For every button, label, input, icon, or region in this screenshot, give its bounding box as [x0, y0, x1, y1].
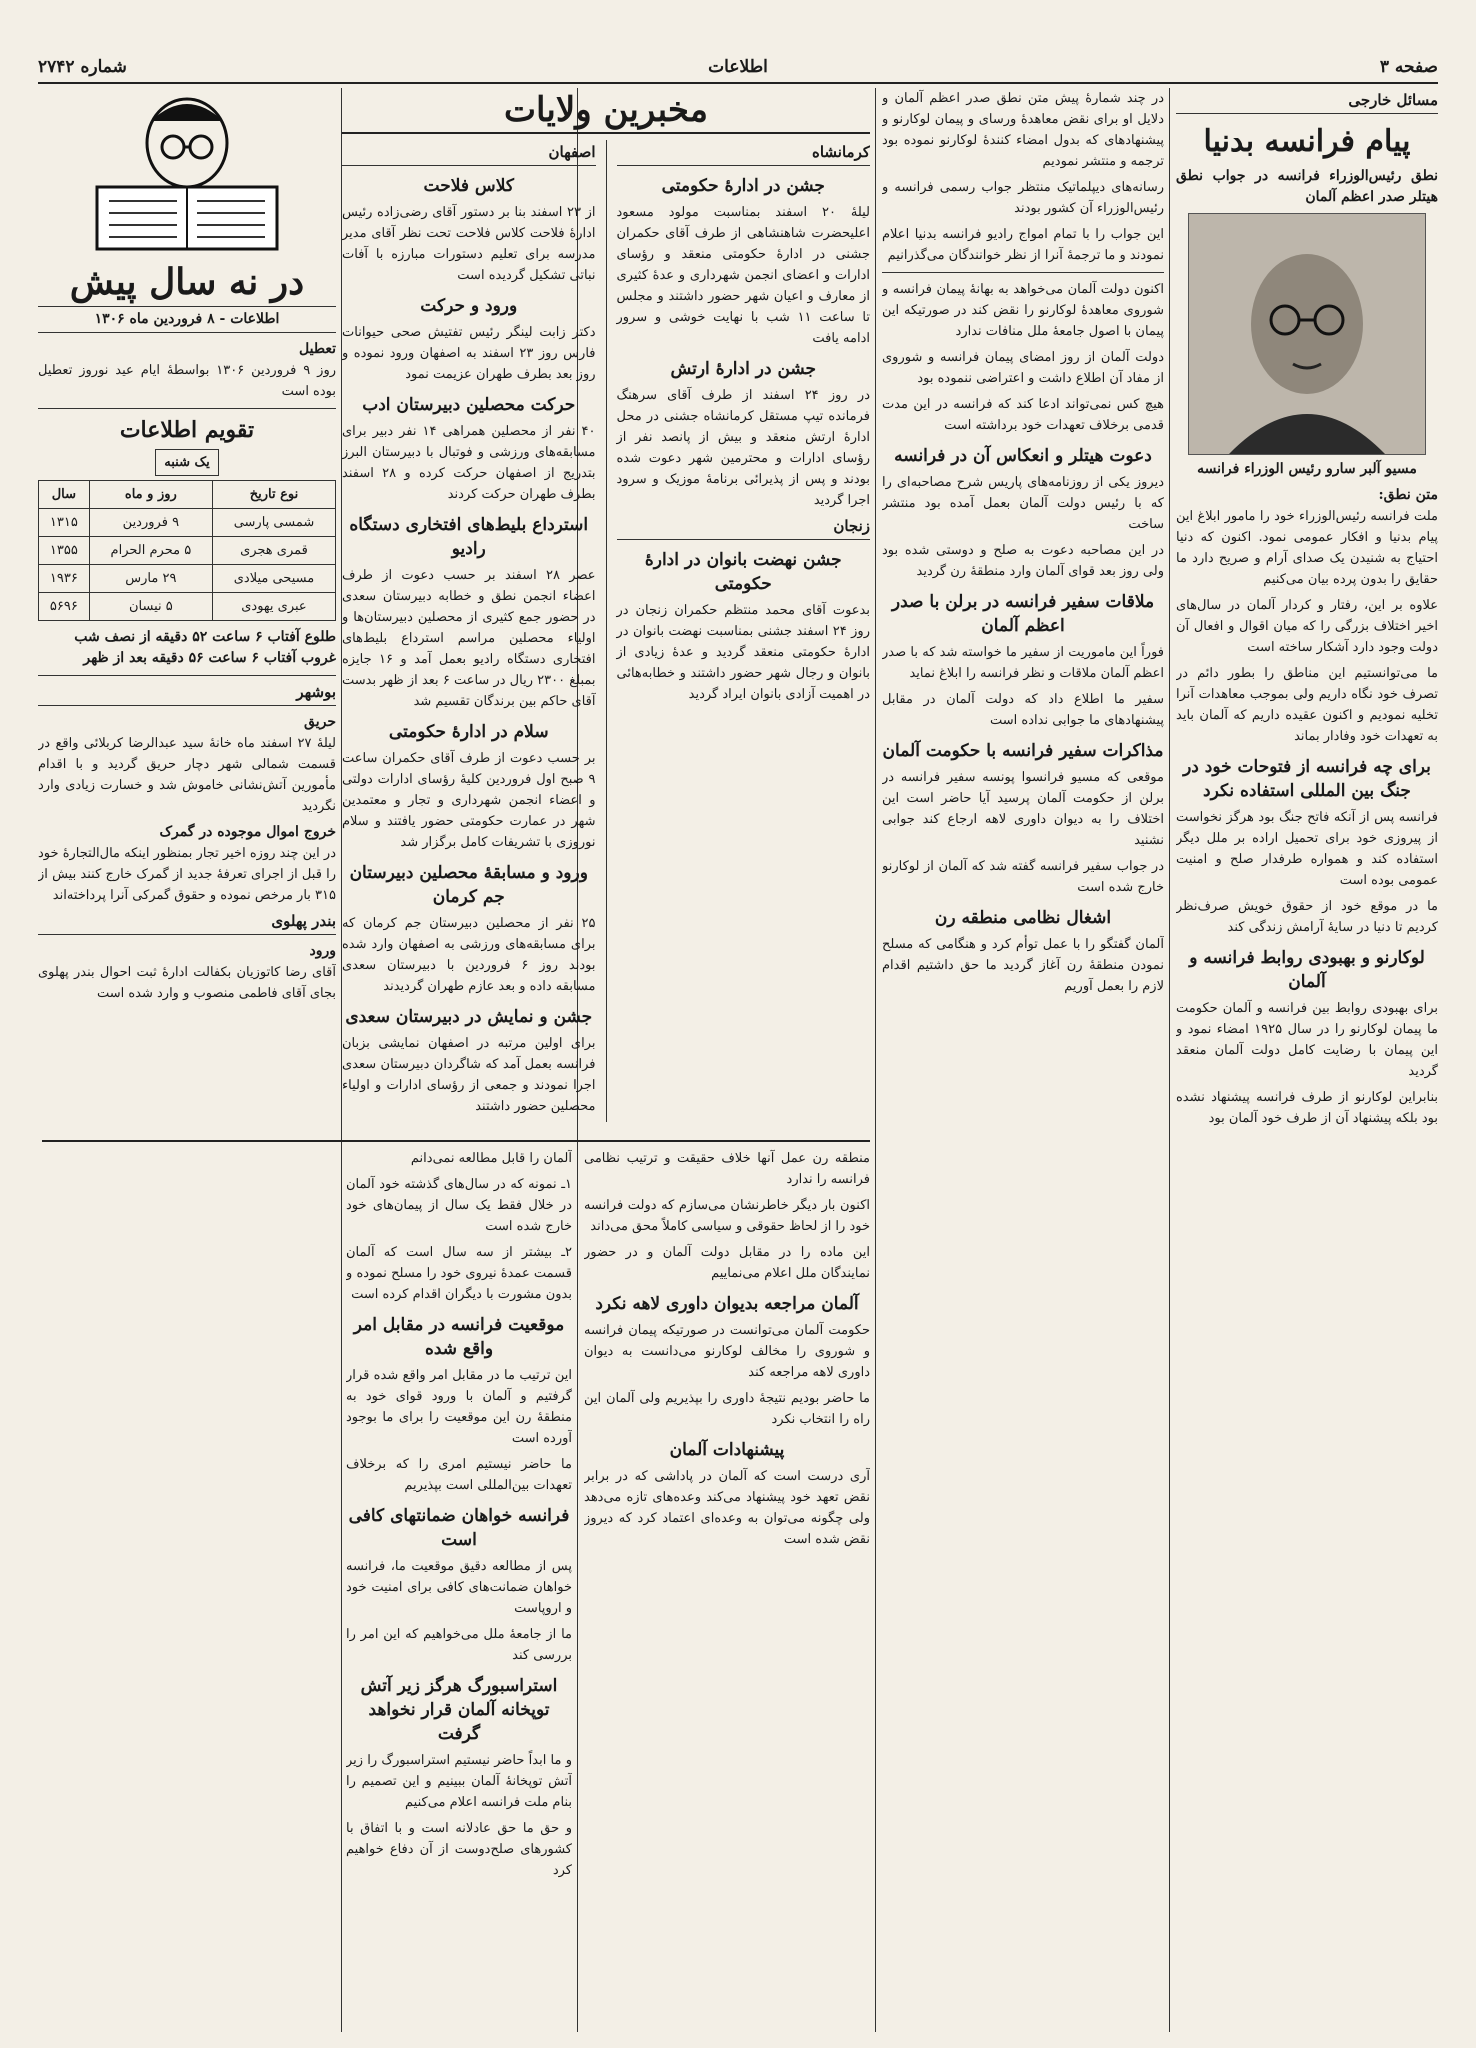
news-title: استرداع بلیط‌های افتخاری دستگاه رادیو [349, 515, 589, 559]
sub-headline: استراسبورگ هرگز زیر آتش توپخانه آلمان قرار نخواهد گرفت [360, 1676, 558, 1744]
sub-headline: موقعیت فرانسه در مقابل امر واقع شده [353, 1315, 565, 1359]
main-subhead: نطق رئیس‌الوزراء فرانسه در جواب نطق هیتلر صدر اعظم آلمان [1176, 168, 1438, 205]
body-paragraph: ما می‌توانستیم این مناطق را بطور دائم در تصرف خود نگاه داریم ولی بموجب معاهدات آنرا تخلیه نمودیم و اکنون عقیده داریم که آلمان باید به تعهدات خود وفادار بماند [1176, 666, 1438, 744]
news-text: برای اولین مرتبه در اصفهان نمایشی بزبان فرانسه بعمل آمد که شاگردان دبیرستان سعدی اجرا نمودند و جمعی از رؤسای ادارات و اولیاء محصلین حضور داشتند [342, 1036, 596, 1114]
portrait-caption: مسیو آلبر سارو رئیس الوزراء فرانسه [1197, 461, 1417, 477]
column-header: نوع تاریخ [212, 481, 335, 509]
body-paragraph: ما در موقع خود از حقوق خویش صرف‌نظر کردیم تا دنیا در سایهٔ آرامش زندگی کند [1176, 899, 1438, 935]
news-title: خروج اموال موجوده در گمرک [159, 824, 336, 840]
body-paragraph: ۲ـ بیشتر از سه سال است که آلمان قسمت عمدهٔ نیروی خود را مسلح نموده و بدون مشورت با دیگران اقدام کرده است [346, 1245, 572, 1302]
speech-continuation-b [584, 1148, 870, 2032]
sub-headline: دعوت هیتلر و انعکاس آن در فرانسه [894, 446, 1152, 466]
body-paragraph: آلمان را قابل مطالعه نمی‌دانم [410, 1151, 572, 1166]
sub-headline: لوکارنو و بهبودی روابط فرانسه و آلمان [1189, 948, 1425, 992]
body-paragraph: اکنون دولت آلمان می‌خواهد به بهانهٔ پیمان فرانسه و شوروی معاهدهٔ لوکارنو را نقض کند در صورتیکه این پیمان با اصول جامعهٔ ملل منافات ندارد [882, 282, 1164, 339]
history-column [38, 88, 336, 1132]
section-label: مسائل خارجی [1176, 90, 1438, 114]
table-cell: ۵ محرم الحرام [89, 537, 212, 565]
sub-headline: ملاقات سفیر فرانسه در برلن با صدر اعظم آلمان [891, 592, 1155, 636]
newspaper-reader-icon [77, 91, 297, 256]
provinces-masthead: مخبرین ولایات [342, 88, 870, 134]
table-row [39, 509, 336, 537]
news-text: در این چند روزه اخیر تجار بمنظور اینکه مال‌التجارهٔ خود را قبل از اجرای تعرفهٔ جدید از گمرک خارج کنند بیش از ۳۱۵ بار مرخص نموده و حقوق گمرکی آنرا پرداخته‌اند [38, 846, 336, 903]
body-paragraph: بنابراین لوکارنو از طرف فرانسه پیشنهاد نشده بود بلکه پیشنهاد آن از طرف خود آلمان بود [1176, 1090, 1438, 1126]
sub-headline: آلمان مراجعه بدیوان داوری لاهه نکرد [595, 1294, 859, 1314]
provinces-section [342, 88, 870, 1132]
intro-point: این جواب را با تمام امواج رادیو فرانسه بدنیا اعلام نمودند و ما ترجمهٔ آنرا از نظر خوانندگان می‌گذرانیم [882, 227, 1164, 263]
news-title: حرکت محصلین دبیرستان ادب [362, 395, 576, 415]
column-rule [1169, 88, 1170, 2032]
table-cell: ۱۳۱۵ [39, 509, 90, 537]
news-title: سلام در ادارهٔ حکومتی [388, 722, 549, 742]
news-title: جشن در ادارهٔ ارتش [670, 359, 817, 379]
sub-headline: پیشنهادات آلمان [669, 1440, 785, 1460]
closure-title: تعطیل [299, 341, 336, 357]
table-row [39, 565, 336, 593]
table-cell: ۵ نیسان [89, 593, 212, 621]
table-cell: ۱۳۵۵ [39, 537, 90, 565]
body-paragraph: منطقه رن عمل آنها خلاف حقیقت و ترتیب نظامی فرانسه را ندارد [584, 1151, 870, 1187]
body-paragraph: موقعی که مسیو فرانسوا پونسه سفیر فرانسه در برلن از حکومت آلمان پرسید آیا حاضر است این اختلاف را به دیوان داوری لاهه ارجاع کند جوابی نشنید [882, 770, 1164, 848]
body-paragraph: برای بهبودی روابط بین فرانسه و آلمان حکومت ما پیمان لوکارنو را در سال ۱۹۲۵ امضاء نمود و این پیمان با رضایت کامل دولت آلمان منعقد گردید [1176, 1001, 1438, 1079]
provinces-right-subcolumn [617, 140, 871, 1122]
city-heading: اصفهان [342, 142, 596, 166]
foreign-affairs-column [1176, 88, 1438, 2032]
table-cell: شمسی پارسی [212, 509, 335, 537]
body-paragraph: ما حاضر بودیم نتیجهٔ داوری را بپذیریم ولی آلمان این راه را انتخاب نکرد [584, 1391, 870, 1427]
speech-text-heading: متن نطق: [1378, 487, 1438, 503]
paper-name: اطلاعات [708, 57, 768, 77]
table-cell: قمری هجری [212, 537, 335, 565]
body-paragraph: دولت آلمان از روز امضای پیمان فرانسه و شوروی از مفاد آن اطلاع داشت و اعتراضی ننموده بود [882, 350, 1164, 386]
body-paragraph: ما از جامعهٔ ملل می‌خواهیم که این امر را بررسی کند [346, 1627, 572, 1663]
body-paragraph: و حق ما حق عادلانه است و با اتفاق با کشورهای صلح‌دوست از آن دفاع خواهیم کرد [346, 1821, 572, 1878]
body-paragraph: فوراً این ماموریت از سفیر ما خواسته شد که با صدر اعظم آلمان ملاقات و نظر فرانسه را ابلاغ نماید [882, 645, 1164, 681]
calendar-table [38, 480, 336, 621]
newspaper-page [38, 52, 1438, 2032]
table-cell: ۱۹۳۶ [39, 565, 90, 593]
history-masthead: در نه سال پیش [69, 261, 305, 303]
news-title: جشن نهضت بانوان در ادارهٔ حکومتی [644, 550, 842, 594]
body-paragraph: این ترتیب ما در مقابل امر واقع شده قرار گرفتیم و آلمان با ورود قوای خود به منطقهٔ رن این موقعیت را برای ما بوجود آورده است [346, 1368, 572, 1446]
table-row [39, 593, 336, 621]
body-paragraph: آری درست است که آلمان در پاداشی که در برابر نقض تعهد خود پیشنهاد می‌کند وعده‌های تازه می‌دهد ولی چگونه می‌توان به وعده‌ای اعتماد کرد که دیروز نقض شده است [584, 1469, 870, 1547]
table-cell: ۹ فروردین [89, 509, 212, 537]
body-paragraph: دیروز یکی از روزنامه‌های پاریس شرح مصاحبه‌ای را که با رئیس دولت آلمان بعمل آمده بود منتشر ساخت [882, 475, 1164, 532]
table-cell: ۲۹ مارس [89, 565, 212, 593]
sub-headline: فرانسه خواهان ضمانتهای کافی است [348, 1506, 570, 1550]
reader-illustration [38, 88, 336, 258]
news-title: کلاس فلاحت [423, 176, 514, 196]
weekday-label: یک شنبه [155, 449, 219, 476]
main-headline: پیام فرانسه بدنیا [1203, 124, 1411, 159]
body-paragraph: در جواب سفیر فرانسه گفته شد که آلمان از لوکارنو خارج شده است [882, 859, 1164, 895]
provinces-left-subcolumn [342, 140, 596, 1122]
news-text: لیلهٔ ۲۷ اسفند ماه خانهٔ سید عبدالرضا کربلائی واقع در قسمت شمالی شهر دچار حریق گردید و با اقدام مأمورین آتش‌نشانی خاموش شد و خسارت زیادی وارد نگردید [38, 736, 336, 814]
city-heading: کرمانشاه [617, 142, 871, 166]
body-paragraph: در این مصاحبه دعوت به صلح و دوستی شده بود ولی روز بعد قوای آلمان وارد منطقهٔ رن گردید [882, 543, 1164, 579]
sub-headline: برای چه فرانسه از فتوحات خود در جنگ بین المللی استفاده نکرد [1183, 757, 1431, 801]
news-text: از ۲۳ اسفند بنا بر دستور آقای رضی‌زاده رئیس ادارهٔ فلاحت کلاس فلاحت تحت نظر آقای مدیر مدرسه برای تعلیم دستورات مبارزه با آفات نباتی تشکیل گردیده است [342, 205, 596, 283]
news-text: آقای رضا کاتوزیان بکفالت ادارهٔ ثبت احوال بندر پهلوی بجای آقای فاطمی منصوب و وارد شده است [38, 965, 336, 1001]
news-text: بدعوت آقای محمد منتظم حکمران زنجان در روز ۲۴ اسفند جشنی بمناسبت نهضت بانوان در ادارهٔ حکومتی منعقد گردید و عدهٔ زیادی از بانوان و رجال شهر حضور داشتند و خطابه‌هائی در اهمیت آزادی بانوان ایراد گردید [616, 603, 870, 702]
body-paragraph: آلمان گفتگو را با عمل توأم کرد و هنگامی که مسلح نمودن منطقهٔ رن آغاز گردید ما حق داشتیم اقدام لازم را بعمل آوریم [882, 937, 1164, 994]
body-paragraph: ۱ـ نمونه که در سال‌های گذشته خود آلمان در خلال فقط یک سال از پیمان‌های خود خارج شده است [346, 1177, 572, 1234]
closure-text: روز ۹ فروردین ۱۳۰۶ بواسطهٔ ایام عید نوروز تعطیل بوده است [38, 363, 336, 399]
news-title: ورود [309, 943, 336, 959]
table-row [39, 537, 336, 565]
city-heading: بندر پهلوی [38, 911, 336, 935]
city-heading: زنجان [617, 516, 871, 540]
news-text: ۴۰ نفر از محصلین همراهی ۱۴ نفر دبیر برای مسابقه‌های ورزشی و فوتبال با دبیرستان البرز بتدریج از اصفهان حرکت کرده و ۲۸ اسفند بطرف طهران حرکت کردند [342, 424, 596, 502]
news-text: لیلهٔ ۲۰ اسفند بمناسبت مولود مسعود اعلیحضرت شاهنشاهی از طرف آقای حکمران جشنی در ادارهٔ حکومتی منعقد و رؤسای ادارات و اعضای انجمن شهرداری و عدهٔ کثیری از معارف و اعیان شهر حضور داشتند و مجلس تا ساعت ۱۱ شب با نهایت خوشی و سرور ادامه یافت [616, 205, 870, 346]
news-title: ورود و مسابقهٔ محصلین دبیرستان جم کرمان [349, 863, 588, 907]
sub-headline: مذاکرات سفیر فرانسه با حکومت آلمان [882, 741, 1164, 761]
page-header [38, 52, 1438, 84]
sub-headline: اشغال نظامی منطقه رن [934, 908, 1112, 928]
history-date: اطلاعات - ۸ فروردین ماه ۱۳۰۶ [38, 306, 336, 333]
section-divider [42, 1140, 870, 1142]
sunrise-time: طلوع آفتاب ۶ ساعت ۵۲ دقیقه از نصف شب [74, 629, 336, 645]
calendar-title: تقویم اطلاعات [119, 417, 255, 443]
speech-continuation-c [346, 1148, 572, 2032]
news-text: بر حسب دعوت از طرف آقای حکمران ساعت ۹ صبح اول فروردین کلیهٔ رؤسای ادارات دولتی و اعضاء انجمن شهرداری و تجار و معتمدین شهر در عمارت حکومتی حضور یافتند و سلام نوروزی با تشریفات کامل برگزار شد [342, 751, 596, 850]
intro-point: رسانه‌های دیپلماتیک منتظر جواب رسمی فرانسه و رئیس‌الوزراء آن کشور بودند [882, 180, 1164, 216]
news-title: جشن در ادارهٔ حکومتی [661, 176, 825, 196]
news-title: حریق [304, 714, 336, 730]
body-paragraph: فرانسه پس از آنکه فاتح جنگ بود هرگز نخواست از پیروزی خود برای تحمیل اراده بر ملل دیگر استفاده کند و همواره طرفدار صلح و امنیت عمومی بوده است [1176, 810, 1438, 888]
body-paragraph: و ما ابداً حاضر نیستیم استراسبورگ را زیر آتش توپخانهٔ آلمان ببینیم و این تصمیم را بنام ملت فرانسه اعلام می‌کنیم [346, 1753, 572, 1810]
intro-point: در چند شمارهٔ پیش متن نطق صدر اعظم آلمان و دلایل او برای نقض معاهدهٔ ورسای و پیمان لوکارنو و پیشنهادهای که بدول امضاء کنندهٔ لوکارنو نموده بود ترجمه و منتشر نمودیم [882, 91, 1164, 169]
news-text: عصر ۲۸ اسفند بر حسب دعوت از طرف اعضاء انجمن نطق و خطابه دبیرستان سعدی در حضور جمع کثیری از محصلین دبیرستان‌ها و اولیاء محصلین مراسم استرداع بلیط‌های افتخاری دستگاه رادیو بعمل آمد و ۱۶ جایزه بمبلغ ۲۳۰۰ ریال در ساعت ۶ بعد از ظهر بدست آقای حاکم بین برندگان تقسیم شد [342, 568, 596, 709]
page-number: صفحه ۳ [1379, 57, 1438, 77]
sunset-time: غروب آفتاب ۶ ساعت ۵۶ دقیقه بعد از ظهر [83, 650, 336, 666]
news-text: دکتر زابت لینگر رئیس تفتیش صحی حیوانات فارس روز ۲۳ اسفند به اصفهان ورود نموده و روز بعد بطرف طهران عزیمت نمود [342, 325, 596, 382]
news-title: جشن و نمایش در دبیرستان سعدی [345, 1007, 593, 1027]
column-header: سال [39, 481, 90, 509]
body-paragraph: ما حاضر نیستیم امری را که برخلاف تعهدات بین‌المللی است بپذیریم [346, 1457, 572, 1493]
body-paragraph: علاوه بر این، رفتار و کردار آلمان در سال‌های اخیر اختلاف بزرگی را که میان اقوال و افعال آن دولت وجود دارد آشکار ساخته است [1176, 598, 1438, 655]
table-cell: ۵۶۹۶ [39, 593, 90, 621]
body-paragraph: ملت فرانسه رئیس‌الوزراء خود را مامور ابلاغ این پیام بدنیا و افکار عمومی نمود. اکنون که دنیا احتیاج به شنیدن یک صدای آرام و صریح دارد ما حقایق را بدون پرده بیان می‌کنیم [1176, 509, 1438, 587]
body-paragraph: هیچ کس نمی‌تواند ادعا کند که فرانسه در این مدت قدمی برخلاف تعهدات خود برداشته است [882, 397, 1164, 433]
body-paragraph: حکومت آلمان می‌توانست در صورتیکه پیمان فرانسه و شوروی را مخالف لوکارنو می‌دانست به دیوان داوری لاهه مراجعه کند [584, 1323, 870, 1380]
news-title: ورود و حرکت [420, 296, 518, 316]
foreign-affairs-continued [882, 88, 1164, 2032]
body-paragraph: سفیر ما اطلاع داد که دولت آلمان در مقابل پیشنهادهای ما جوابی نداده است [882, 692, 1164, 728]
portrait-photo [1188, 213, 1426, 455]
table-header-row [39, 481, 336, 509]
portrait-illustration [1189, 214, 1425, 454]
table-cell: عبری یهودی [212, 593, 335, 621]
news-text: در روز ۲۴ اسفند از طرف آقای سرهنگ فرمانده تیپ مستقل کرمانشاه جشنی در محل ادارهٔ ارتش منعقد و بیش از پانصد نفر از رؤسای ادارات و محترمین شهر دعوت شده بودند و پس از پذیرائی برنامهٔ موزیک و سرود اجرا گردید [616, 388, 870, 508]
city-heading: بوشهر [38, 682, 336, 706]
column-rule [875, 88, 876, 2032]
body-paragraph: پس از مطالعه دقیق موقعیت ما، فرانسه خواهان ضمانت‌های کافی برای امنیت خود و اروپاست [346, 1559, 572, 1616]
body-paragraph: این ماده را در مقابل دولت آلمان و در حضور نمایندگان ملل اعلام می‌نماییم [584, 1245, 870, 1281]
news-text: ۲۵ نفر از محصلین دبیرستان جم کرمان که برای مسابقه‌های ورزشی به اصفهان وارد شده بودند روز ۶ فروردین با دبیرستان سعدی مسابقه داده و بعد عازم طهران گردیدند [342, 916, 596, 994]
body-paragraph: اکنون بار دیگر خاطرنشان می‌سازم که دولت فرانسه خود را از لحاظ حقوقی و سیاسی کاملاً محق می‌داند [584, 1198, 870, 1234]
issue-number: شماره ۲۷۴۲ [38, 57, 127, 77]
column-header: روز و ماه [89, 481, 212, 509]
table-cell: مسیحی میلادی [212, 565, 335, 593]
